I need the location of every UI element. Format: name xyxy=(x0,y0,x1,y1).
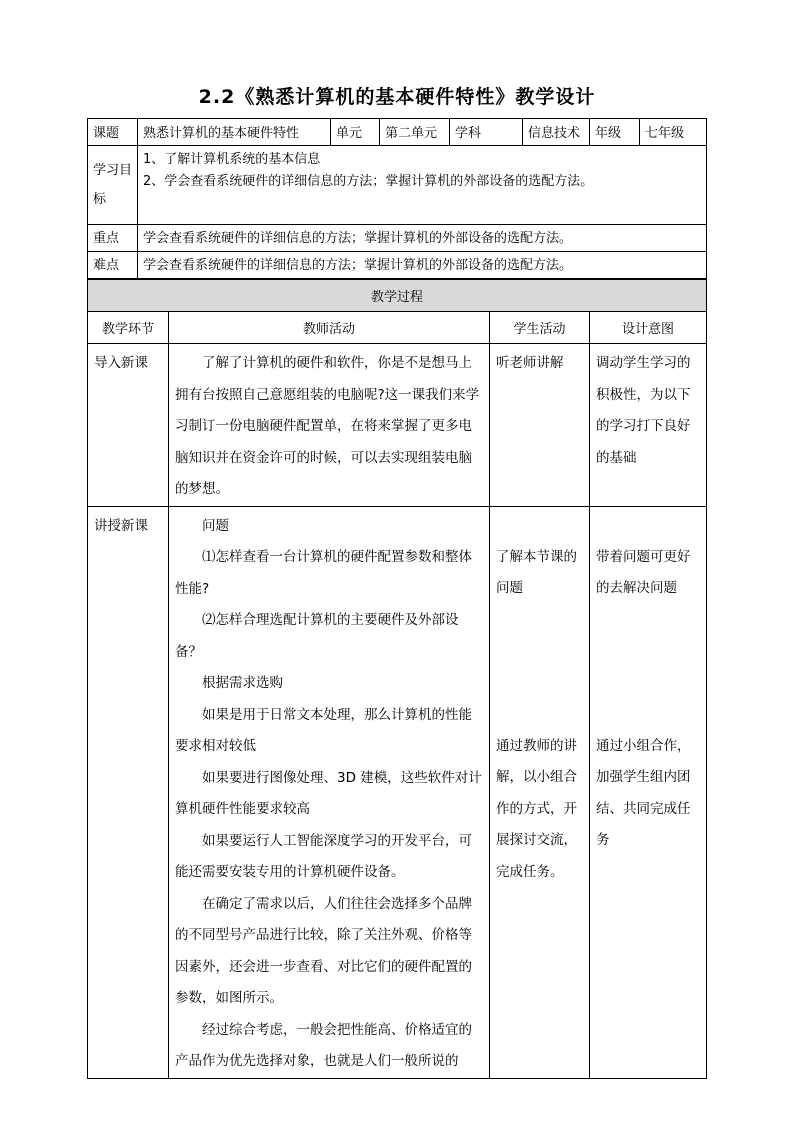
key-value: 学会查看系统硬件的详细信息的方法；掌握计算机的外部设备的选配方法。 xyxy=(138,225,707,252)
new-lesson-row xyxy=(88,506,707,1078)
header-teacher: 教师活动 xyxy=(169,312,490,344)
teacher-paragraph: ⑵怎样合理选配计算机的主要硬件及外部设备？ xyxy=(175,612,459,660)
intro-design-intent xyxy=(590,344,707,507)
teacher-paragraph: 经过综合考虑，一般会把性能高、价格适宜的产品作为优先选择对象，也就是人们一般所说的 xyxy=(175,1021,472,1069)
student-paragraph: 听老师讲解 xyxy=(496,355,564,371)
intent-paragraph: 通过小组合作，加强学生组内团结、共同完成任务 xyxy=(596,737,691,848)
new-lesson-design-intent xyxy=(590,506,707,1078)
grade-label: 年级 xyxy=(590,119,640,146)
difficulty-value: 学会查看系统硬件的详细信息的方法；掌握计算机的外部设备的选配方法。 xyxy=(138,252,707,279)
teacher-paragraph: ⑴怎样查看一台计算机的硬件配置参数和整体性能? xyxy=(175,549,472,597)
subject-value: 信息技术 xyxy=(523,119,590,146)
topic-row xyxy=(88,119,707,146)
objectives-list xyxy=(138,146,707,225)
intro-teacher-activity xyxy=(169,344,490,507)
intro-row xyxy=(88,344,707,507)
new-lesson-student-activity xyxy=(490,506,590,1078)
teaching-process-table xyxy=(87,279,707,1079)
key-row xyxy=(88,225,707,252)
student-paragraph: 了解本节课的问题 xyxy=(496,548,577,596)
unit-value: 第二单元 xyxy=(380,119,450,146)
intro-stage: 导入新课 xyxy=(88,344,169,507)
teacher-paragraph: 根据需求选购 xyxy=(202,675,283,691)
grade-value: 七年级 xyxy=(640,119,707,146)
objectives-row xyxy=(88,146,707,225)
teacher-paragraph: 如果要进行图像处理、3D 建模，这些软件对计算机硬件性能要求较高 xyxy=(175,769,482,817)
difficulty-label: 难点 xyxy=(88,252,138,279)
intent-paragraph: 调动学生学习的积极性，为以下的学习打下良好的基础 xyxy=(596,355,691,466)
student-paragraph: 通过教师的讲解，以小组合作的方式，开展探讨交流，完成任务。 xyxy=(496,737,577,880)
intent-paragraph: 带着问题可更好的去解决问题 xyxy=(596,548,691,596)
header-stage: 教学环节 xyxy=(88,312,169,344)
key-label: 重点 xyxy=(88,225,138,252)
objective-item: 2、学会查看系统硬件的详细信息的方法；掌握计算机的外部设备的选配方法。 xyxy=(143,174,594,189)
header-student: 学生活动 xyxy=(490,312,590,344)
header-intent: 设计意图 xyxy=(590,312,707,344)
topic-label: 课题 xyxy=(88,119,138,146)
teacher-paragraph: 如果要运行人工智能深度学习的开发平台，可能还需要安装专用的计算机硬件设备。 xyxy=(175,832,472,880)
unit-label: 单元 xyxy=(331,119,380,146)
objective-item: 1、了解计算机系统的基本信息 xyxy=(143,152,321,167)
process-banner: 教学过程 xyxy=(88,280,707,312)
info-table xyxy=(87,118,707,279)
difficulty-row xyxy=(88,252,707,279)
teacher-paragraph: 在确定了需求以后，人们往往会选择多个品牌的不同型号产品进行比较，除了关注外观、价格等因素外，还会进一步查看、对比它们的硬件配置的参数，如图所示。 xyxy=(175,895,472,1006)
teacher-paragraph: 如果是用于日常文本处理，那么计算机的性能要求相对较低 xyxy=(175,706,472,754)
process-header-row xyxy=(88,312,707,344)
new-lesson-stage: 讲授新课 xyxy=(88,506,169,1078)
topic-value: 熟悉计算机的基本硬件特性 xyxy=(138,119,331,146)
process-banner-row xyxy=(88,280,707,312)
teacher-paragraph: 了解了计算机的硬件和软件，你是不是想马上拥有台按照自己意愿组装的电脑呢?这一课我们来学习制订一份电脑硬件配置单，在将来掌握了更多电脑知识并在资金许可的时候，可以去实现组装电脑的梦想。 xyxy=(175,355,480,497)
objectives-label: 学习目标 xyxy=(88,146,138,225)
new-lesson-teacher-activity xyxy=(169,506,490,1078)
teacher-paragraph: 问题 xyxy=(202,517,229,534)
subject-label: 学科 xyxy=(450,119,523,146)
intro-student-activity xyxy=(490,344,590,507)
document-title: 2.2《熟悉计算机的基本硬件特性》教学设计 xyxy=(198,86,596,108)
